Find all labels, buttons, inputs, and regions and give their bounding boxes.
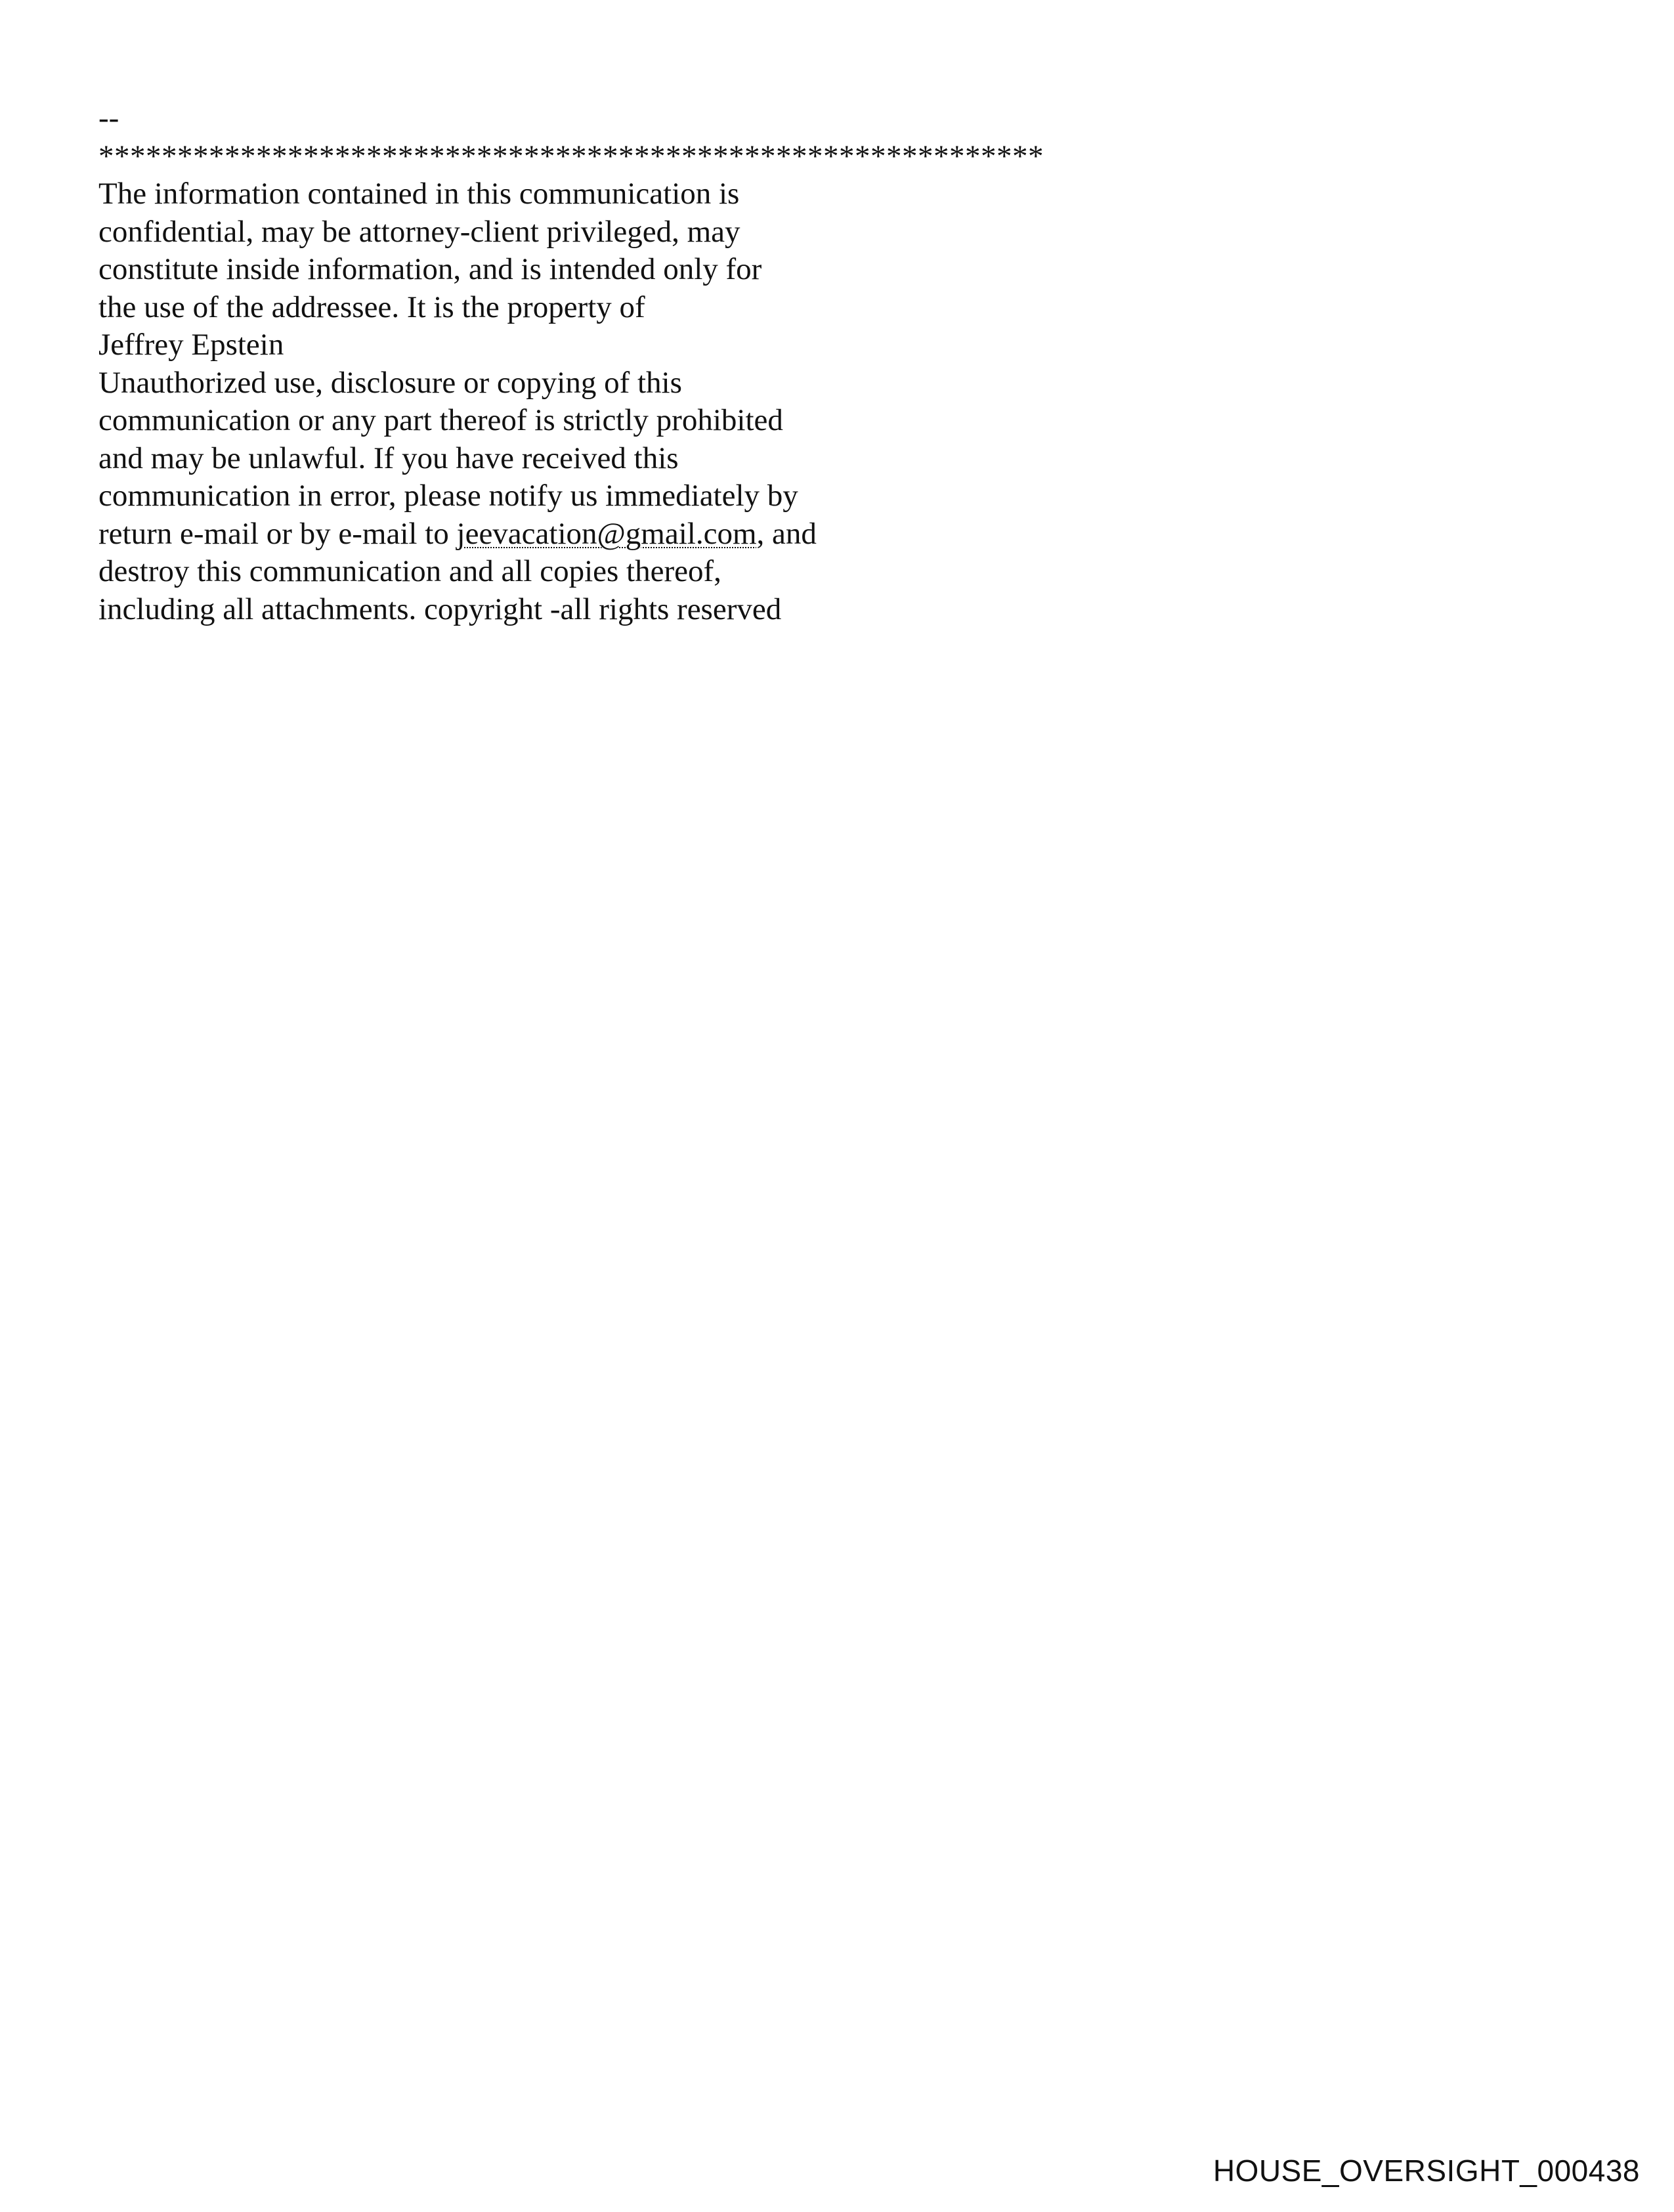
bates-number: HOUSE_OVERSIGHT_000438 — [1213, 2154, 1640, 2188]
disclaimer-line: communication or any part thereof is strictly prohibited — [98, 403, 783, 437]
separator-dashes: -- — [98, 101, 119, 135]
disclaimer-line: Unauthorized use, disclosure or copying of this — [98, 365, 682, 400]
email-line-prefix: return e-mail or by e-mail to — [98, 516, 457, 551]
disclaimer-line: including all attachments. copyright -all rights reserved — [98, 592, 782, 626]
email-line-suffix: , and — [756, 516, 817, 551]
email-line — [98, 515, 1214, 553]
disclaimer-line: The information contained in this communication is — [98, 177, 740, 211]
disclaimer-line: communication in error, please notify us immediately by — [98, 479, 798, 513]
disclaimer-line: constitute inside information, and is intended only for — [98, 252, 762, 286]
disclaimer-line: and may be unlawful. If you have received this — [98, 441, 679, 475]
property-owner-line: Jeffrey Epstein — [98, 328, 284, 362]
disclaimer-line: destroy this communication and all copies thereof, — [98, 554, 721, 588]
separator-stars: ************************************************************ — [98, 139, 1044, 173]
disclaimer-line: the use of the addressee. It is the property of — [98, 290, 645, 324]
confidentiality-disclaimer — [98, 100, 1214, 628]
email-link[interactable]: jeevacation@gmail.com — [456, 516, 757, 551]
disclaimer-line: confidential, may be attorney-client privileged, may — [98, 214, 740, 249]
